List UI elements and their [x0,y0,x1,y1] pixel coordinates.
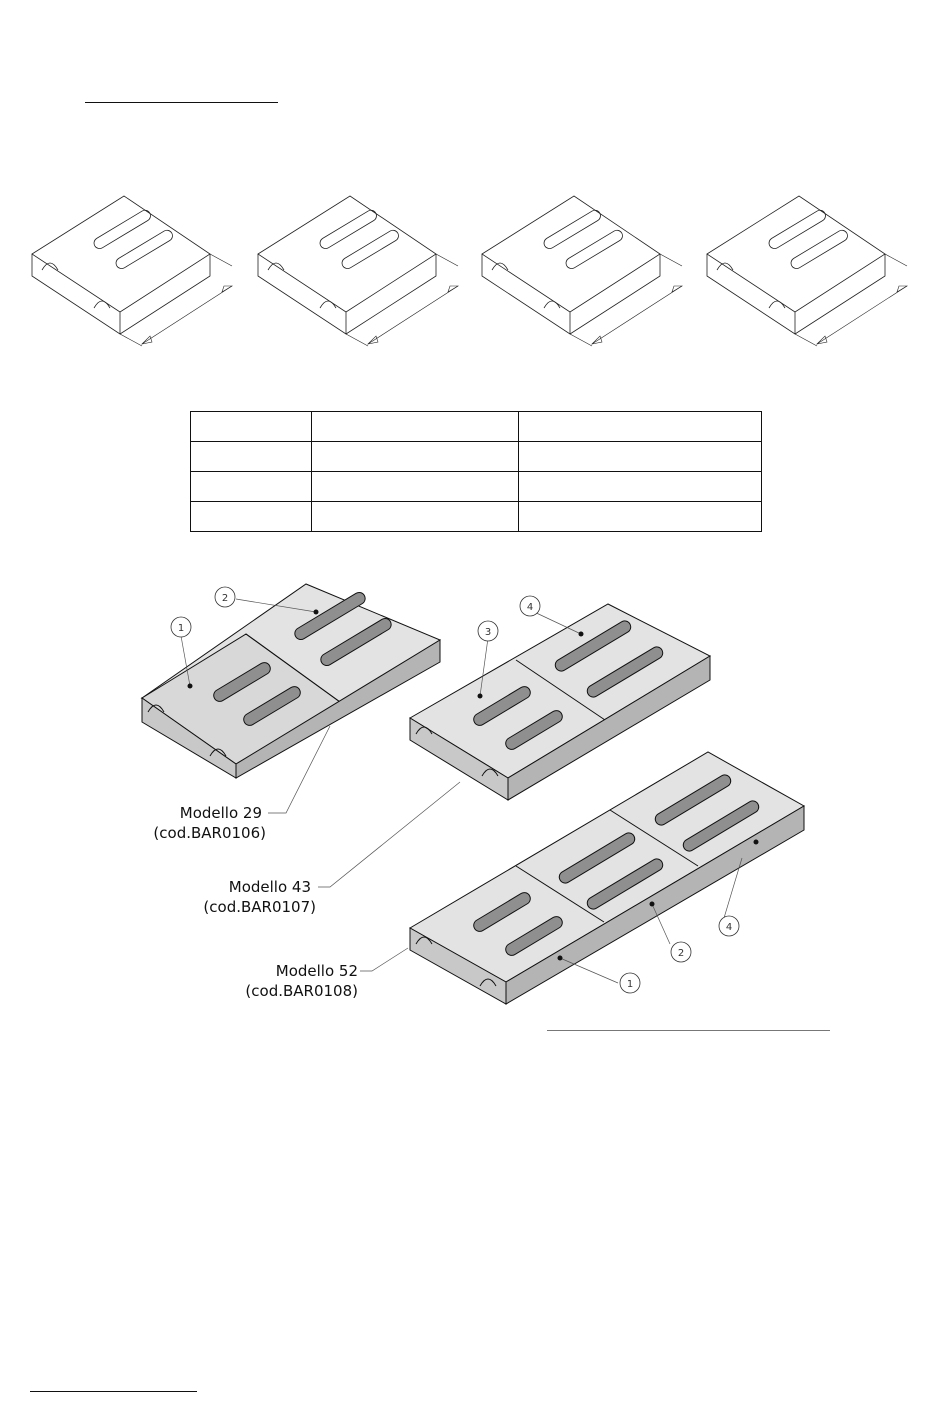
model-29-code: (cod.BAR0106) [153,824,266,842]
callout-number: 1 [626,979,634,990]
caption-underline [547,1030,830,1031]
model-29-drawing [142,584,440,778]
model-43-drawing [410,604,710,800]
footnote-separator [30,1391,197,1392]
model-52-code: (cod.BAR0108) [245,982,358,1000]
model-29-name: Modello 29 [179,804,262,822]
model-43-name: Modello 43 [228,878,311,896]
callout-number: 2 [677,948,685,959]
model-43-code: (cod.BAR0107) [203,898,316,916]
callout-number: 4 [526,602,534,613]
callout-number: 4 [725,922,733,933]
callout-number: 1 [177,623,185,634]
callout-number: 3 [484,627,492,638]
callout-number: 2 [221,593,229,604]
model-52-name: Modello 52 [275,962,358,980]
model-52-drawing [410,752,804,1004]
